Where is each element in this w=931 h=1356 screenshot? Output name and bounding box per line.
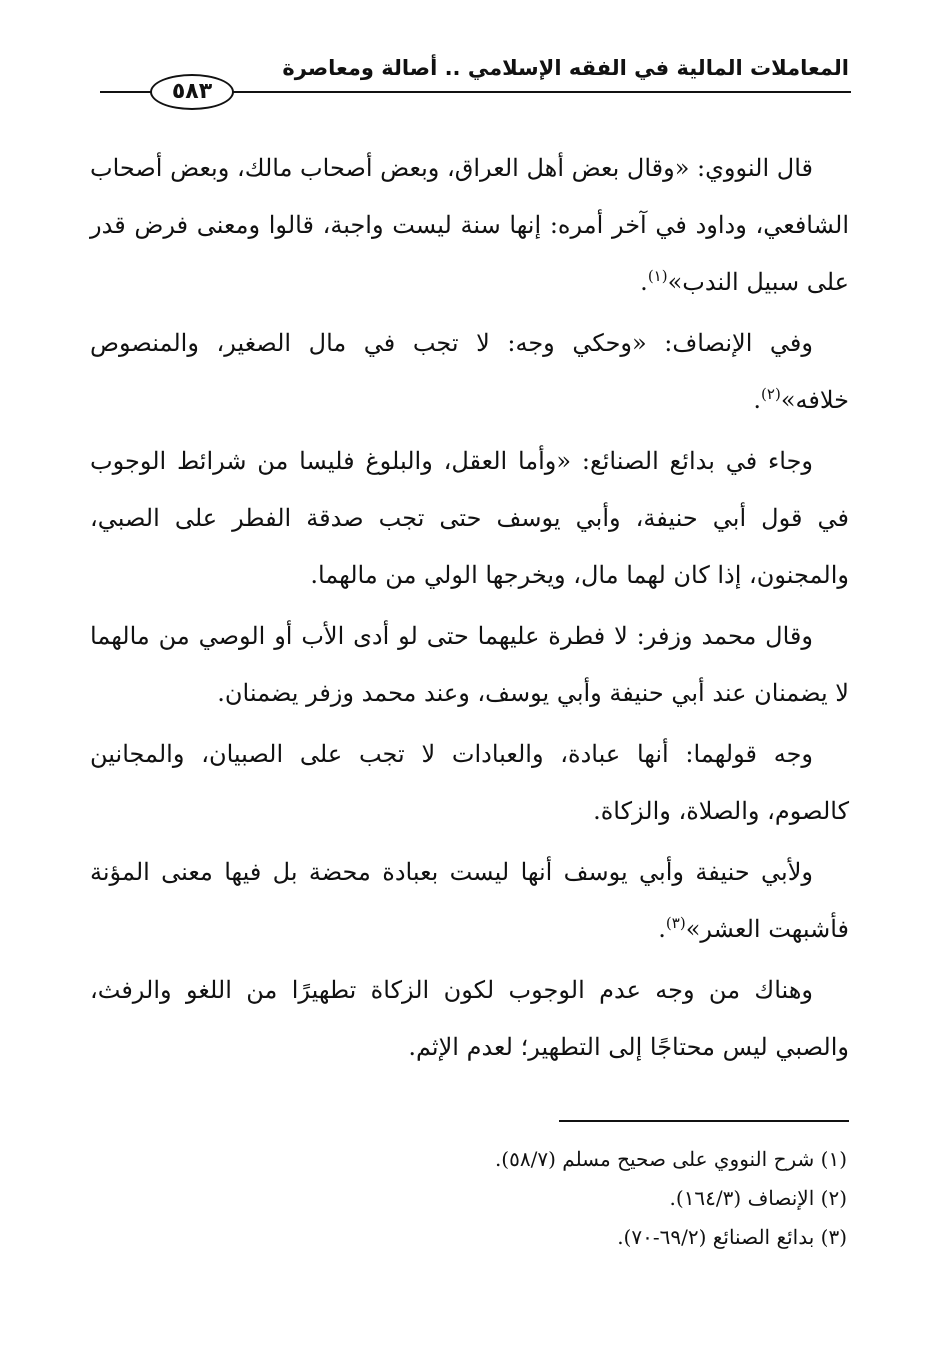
footnote: (٢) الإنصاف (١٦٤/٣). xyxy=(669,1186,847,1210)
paragraph xyxy=(90,726,849,840)
paragraph xyxy=(90,962,849,1076)
paragraph xyxy=(90,315,849,429)
footnote-reference: (٣) xyxy=(665,914,686,932)
paragraph xyxy=(90,140,849,311)
running-title: المعاملات المالية في الفقه الإسلامي .. أصالة ومعاصرة xyxy=(282,56,849,80)
page-header xyxy=(0,0,931,120)
footnotes xyxy=(90,1140,847,1257)
footnote: (١) شرح النووي على صحيح مسلم (٥٨/٧). xyxy=(494,1147,847,1171)
body-text xyxy=(90,140,849,1080)
paragraph-text: وجاء في بدائع الصنائع: «وأما العقل، والبلوغ فليسا من شرائط الوجوب في قول أبي حنيفة، وأبي يوسف حتى تجب صدقة الفطر على الصبي، والمجنون، إذا كان لهما مال، ويخرجها الولي من مالهما. xyxy=(90,447,849,589)
paragraph-tail: . xyxy=(658,915,666,943)
footnote: (٣) بدائع الصنائع (٦٩/٢-٧٠). xyxy=(617,1225,847,1249)
paragraph-text: وجه قولهما: أنها عبادة، والعبادات لا تجب على الصبيان، والمجانين كالصوم، والصلاة، والزكاة. xyxy=(90,740,849,825)
paragraph-tail: . xyxy=(753,386,762,414)
paragraph xyxy=(90,433,849,604)
paragraph-tail: . xyxy=(640,268,648,296)
footnote-reference: (١) xyxy=(647,267,668,285)
paragraph-text: وقال محمد وزفر: لا فطرة عليهما حتى لو أدى الأب أو الوصي من مالهما لا يضمنان عند أبي حنيفة وأبي يوسف، وعند محمد وزفر يضمنان. xyxy=(90,622,849,707)
paragraph-text: قال النووي: «وقال بعض أهل العراق، وبعض أصحاب مالك، وبعض أصحاب الشافعي، وداود في آخر أمره: إنها سنة ليست واجبة، قالوا ومعنى فرض قدر على سبيل الندب» xyxy=(90,154,849,296)
footnote-reference: (٢) xyxy=(761,385,781,403)
footnote-separator xyxy=(559,1120,849,1122)
paragraph xyxy=(90,844,849,958)
paragraph-text: وهناك من وجه عدم الوجوب لكون الزكاة تطهيرًا من اللغو والرفث، والصبي ليس محتاجًا إلى التطهير؛ لعدم الإثم. xyxy=(90,976,849,1061)
paragraph xyxy=(90,608,849,722)
paragraph-text: ولأبي حنيفة وأبي يوسف أنها ليست بعبادة محضة بل فيها معنى المؤنة فأشبهت العشر» xyxy=(90,858,849,943)
page-number: ٥٨٣ xyxy=(150,74,234,110)
paragraph-text: وفي الإنصاف: «وحكي وجه: لا تجب في مال الصغير، والمنصوص خلافه» xyxy=(90,329,849,414)
